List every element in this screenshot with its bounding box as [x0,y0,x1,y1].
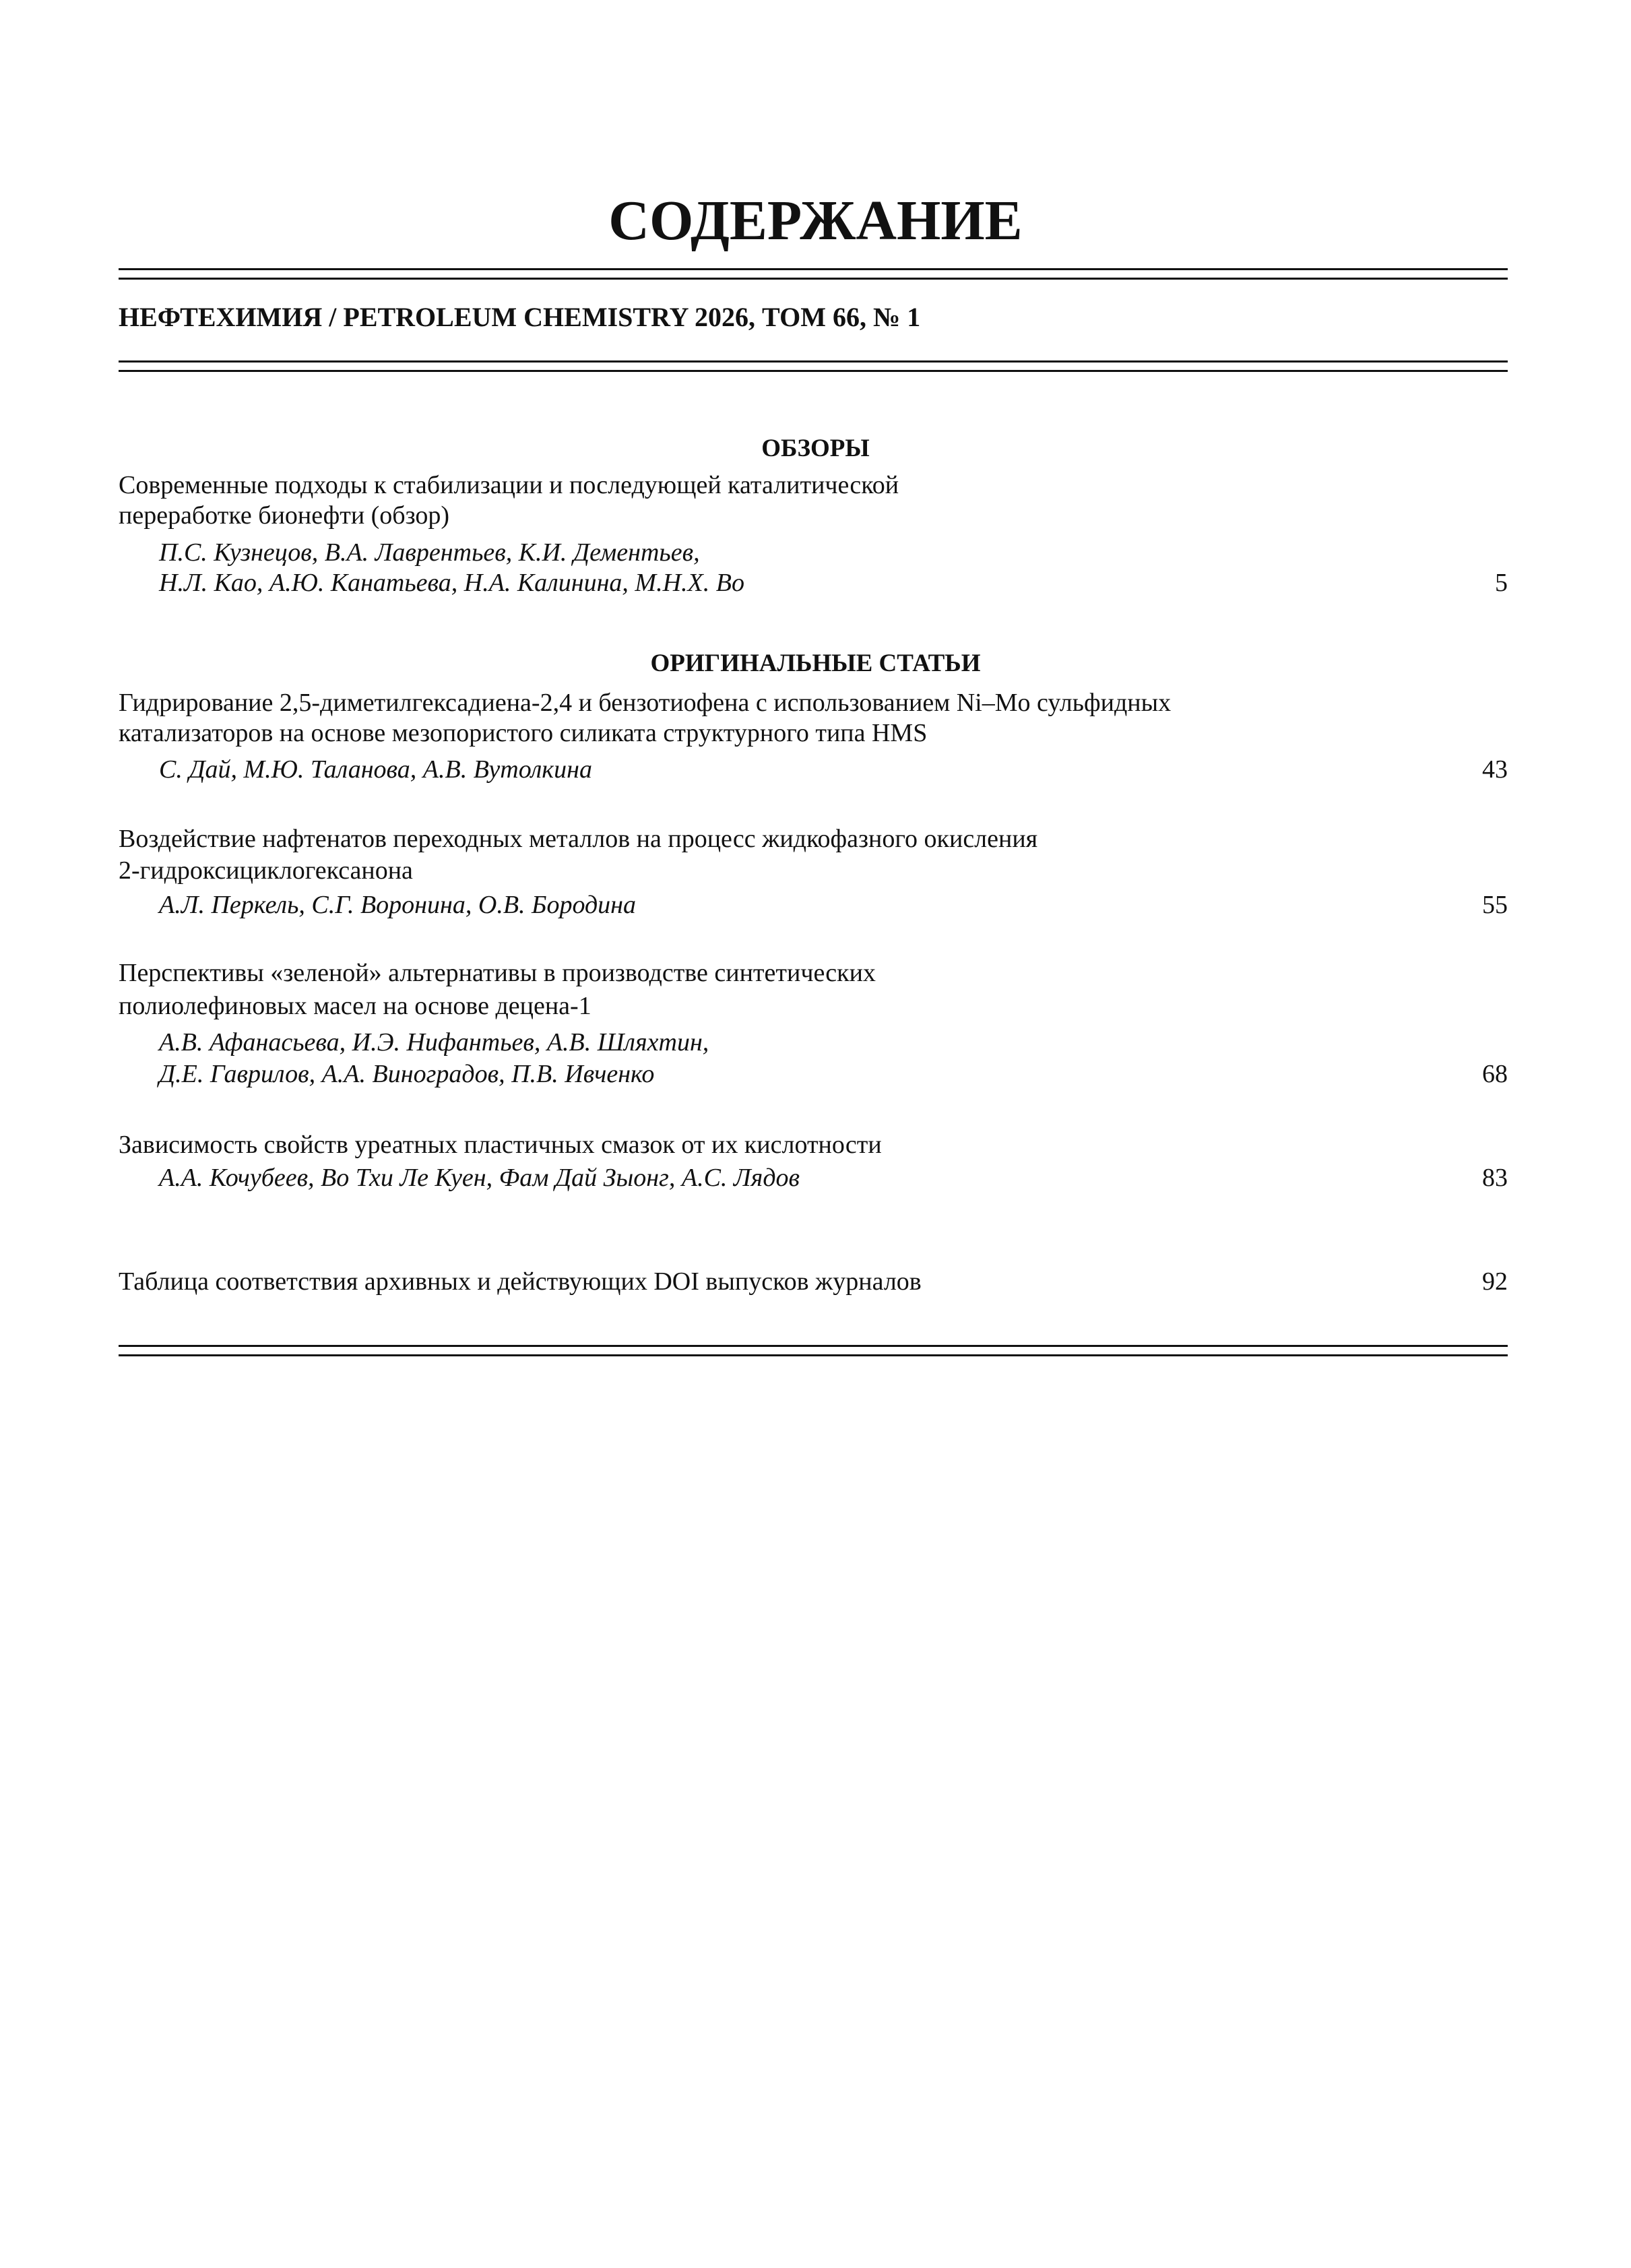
article-title[interactable]: Гидрирование 2,5-диметилгексадиена-2,4 и бензотиофена с использованием Ni–Mo сульфидных [119,689,1172,717]
divider [119,1345,1508,1347]
divider [119,1354,1508,1356]
article-title[interactable]: Зависимость свойств уреатных пластичных смазок от их кислотности [119,1131,882,1159]
page-number[interactable]: 43 [1482,755,1508,784]
article-title[interactable]: 2-гидроксициклогексанона [119,856,413,885]
appendix-title[interactable]: Таблица соответствия архивных и действующих DOI выпусков журналов [119,1267,922,1296]
article-authors: Н.Л. Као, А.Ю. Канатьева, Н.А. Калинина, М.Н.Х. Во [159,569,744,597]
page-number[interactable]: 83 [1482,1164,1508,1192]
article-title[interactable]: полиолефиновых масел на основе децена-1 [119,992,591,1020]
article-authors: А.Л. Перкель, С.Г. Воронина, О.В. Бородина [159,891,637,919]
article-authors: Д.Е. Гаврилов, А.А. Виноградов, П.В. Ивченко [159,1060,655,1088]
divider [119,268,1508,270]
section-heading-reviews: ОБЗОРЫ [761,435,870,462]
article-authors: А.А. Кочубеев, Во Тхи Ле Куен, Фам Дай Зыонг, А.С. Лядов [159,1164,800,1192]
article-authors: П.С. Кузнецов, В.А. Лаврентьев, К.И. Дементьев, [159,538,700,567]
page-title: СОДЕРЖАНИЕ [608,189,1023,252]
article-title[interactable]: Перспективы «зеленой» альтернативы в производстве синтетических [119,959,876,987]
article-authors: С. Дай, М.Ю. Таланова, А.В. Вутолкина [159,755,592,784]
article-title[interactable]: Воздействие нафтенатов переходных металлов на процесс жидкофазного окисления [119,825,1038,853]
page-number[interactable]: 5 [1495,569,1508,597]
divider [119,370,1508,372]
page-number[interactable]: 68 [1482,1060,1508,1088]
page-number[interactable]: 55 [1482,891,1508,919]
page-number[interactable]: 92 [1482,1267,1508,1296]
section-heading-original-articles: ОРИГИНАЛЬНЫЕ СТАТЬИ [650,650,981,677]
article-title[interactable]: переработке бионефти (обзор) [119,501,450,530]
article-authors: А.В. Афанасьева, И.Э. Нифантьев, А.В. Шляхтин, [159,1028,709,1057]
article-title[interactable]: катализаторов на основе мезопористого силиката структурного типа HMS [119,719,928,747]
article-title[interactable]: Современные подходы к стабилизации и последующей каталитической [119,471,899,499]
divider [119,278,1508,280]
divider [119,360,1508,363]
journal-issue: НЕФТЕХИМИЯ / PETROLEUM CHEMISTRY 2026, ТОМ 66, № 1 [119,302,921,332]
